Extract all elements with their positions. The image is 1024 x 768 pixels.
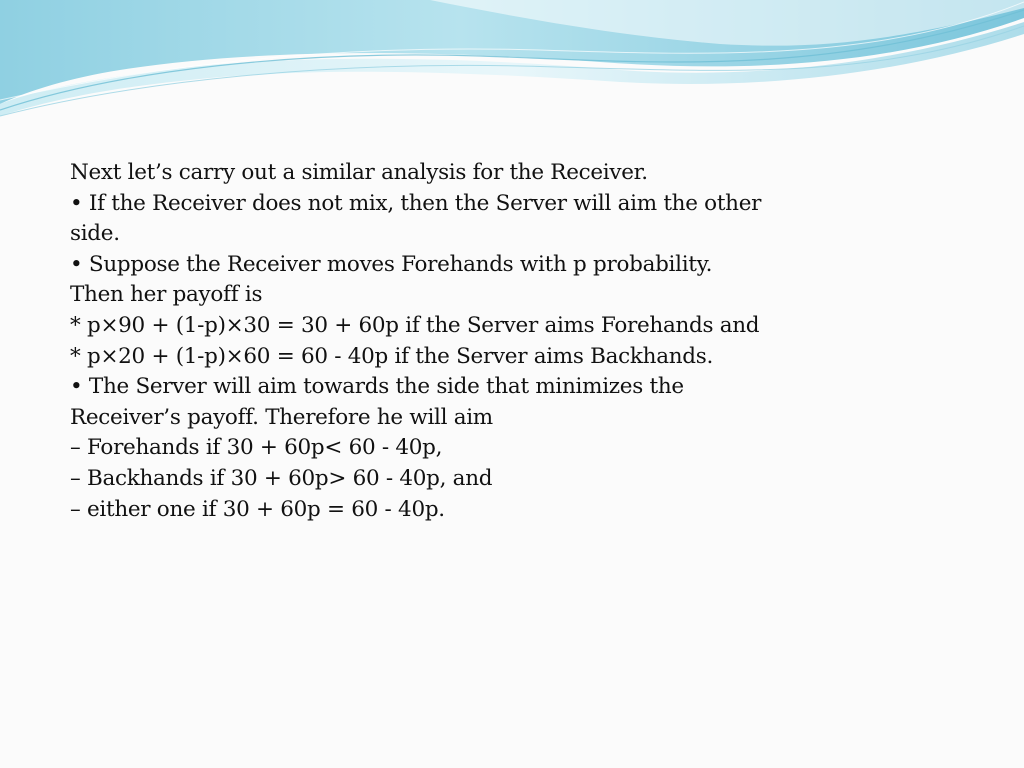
header-wave-decoration (0, 0, 1024, 130)
text-line-condition-backhands: – Backhands if 30 + 60p> 60 - 40p, and (70, 465, 493, 491)
text-line-formula-backhands: * p×20 + (1-p)×60 = 60 - 40p if the Server aims Backhands. (70, 343, 713, 369)
text-line-payoff-intro: Then her payoff is (70, 282, 263, 308)
text-line-condition-either: – either one if 30 + 60p = 60 - 40p. (70, 496, 445, 522)
text-line-bullet-minimize: • The Server will aim towards the side that minimizes the (70, 374, 684, 400)
text-line-formula-forehands: * p×90 + (1-p)×30 = 30 + 60p if the Server aims Forehands and (70, 312, 760, 338)
text-line-continuation: side. (70, 221, 120, 247)
text-line-bullet-no-mix: • If the Receiver does not mix, then the Server will aim the other (70, 190, 762, 216)
slide-body-text (70, 158, 790, 525)
text-line-bullet-suppose: • Suppose the Receiver moves Forehands with p probability. (70, 251, 713, 277)
text-line-therefore: Receiver’s payoff. Therefore he will aim (70, 404, 493, 430)
text-line-intro: Next let’s carry out a similar analysis for the Receiver. (70, 160, 648, 185)
text-line-condition-forehands: – Forehands if 30 + 60p< 60 - 40p, (70, 435, 443, 461)
